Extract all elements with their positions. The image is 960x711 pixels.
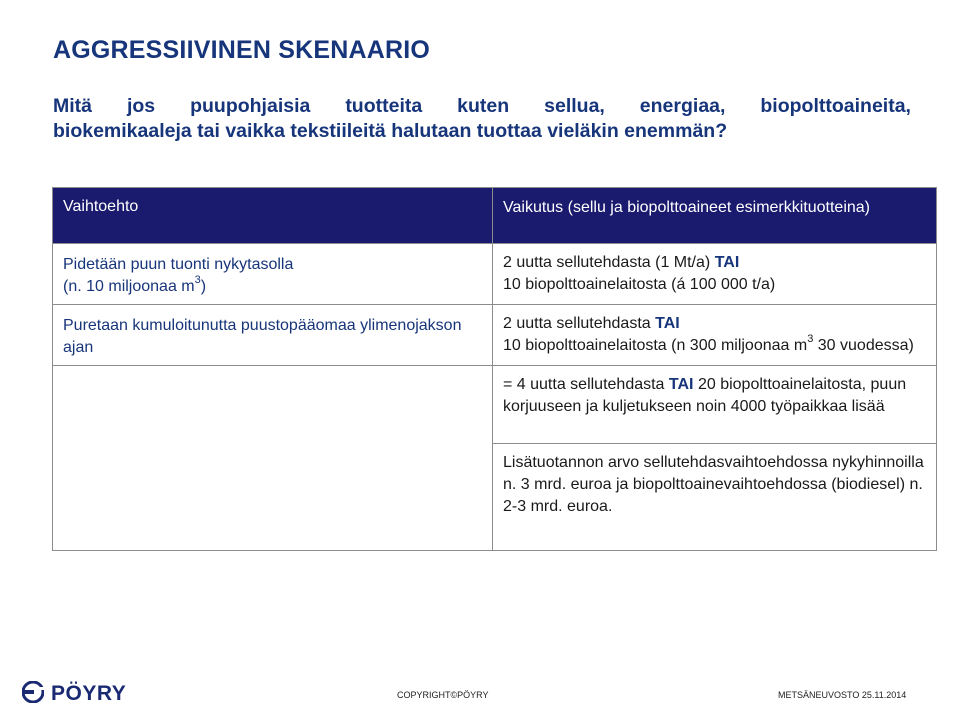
footer-event-date: METSÄNEUVOSTO 25.11.2014 bbox=[778, 690, 907, 700]
intro-word: energiaa, bbox=[639, 95, 726, 117]
impact-text-line bbox=[503, 252, 926, 274]
table-row bbox=[53, 305, 937, 366]
header-option: Vaihtoehto bbox=[53, 188, 493, 244]
table-row bbox=[53, 366, 937, 444]
impact-cell bbox=[493, 366, 937, 444]
impact-text: 30 vuodessa) bbox=[813, 337, 914, 354]
poyry-logo-icon bbox=[22, 681, 44, 708]
tai-keyword: TAI bbox=[714, 254, 740, 271]
option-cell: Puretaan kumuloitunutta puustopääomaa ylimenojakson ajan bbox=[53, 305, 493, 366]
intro-word: sellua, bbox=[544, 95, 605, 117]
option-text-line: Pidetään puun tuonti nykytasolla bbox=[63, 256, 294, 273]
option-text: ) bbox=[200, 278, 207, 295]
table-header-row bbox=[53, 188, 937, 244]
header-impact: Vaikutus (sellu ja biopolttoaineet esimerkkituotteina) bbox=[493, 188, 937, 244]
slide-title: AGGRESSIIVINEN SKENAARIO bbox=[53, 36, 431, 64]
impact-text: 2 uutta sellutehdasta (1 Mt/a) bbox=[503, 254, 711, 271]
tai-keyword: TAI bbox=[655, 315, 680, 332]
impact-cell: Lisätuotannon arvo sellutehdasvaihtoehdossa nykyhinnoilla n. 3 mrd. euroa ja biopolttoainevaihtoehdossa (biodiesel) n. 2-3 mrd. euroa. bbox=[493, 443, 937, 550]
superscript: 3 bbox=[807, 332, 814, 345]
impact-text-line: 10 biopolttoainelaitosta (á 100 000 t/a) bbox=[503, 276, 776, 293]
intro-line-1 bbox=[53, 94, 911, 119]
impact-text: 20 biopolttoainelaitosta, puun korjuuseen ja kuljetukseen noin 4000 työpaikkaa lisää bbox=[503, 376, 907, 415]
empty-option-cell bbox=[53, 366, 493, 551]
option-text-line bbox=[63, 273, 482, 298]
impact-text-line bbox=[503, 332, 926, 357]
impact-cell bbox=[493, 305, 937, 366]
intro-word: biopolttoaineita, bbox=[760, 95, 911, 117]
intro-word: tuotteita bbox=[345, 95, 423, 117]
impact-text: = 4 uutta sellutehdasta bbox=[503, 376, 665, 393]
impact-text-line bbox=[503, 313, 926, 335]
intro-word: kuten bbox=[457, 95, 510, 117]
table-row bbox=[53, 244, 937, 305]
impact-text: 2 uutta sellutehdasta bbox=[503, 315, 651, 332]
tai-keyword: TAI bbox=[668, 376, 694, 393]
intro-word: puupohjaisia bbox=[190, 95, 311, 117]
impact-cell bbox=[493, 244, 937, 305]
footer-copyright: COPYRIGHT©PÖYRY bbox=[397, 690, 489, 700]
impact-text: 10 biopolttoainelaitosta (n 300 miljoonaa m bbox=[503, 337, 808, 354]
superscript: 3 bbox=[194, 273, 201, 286]
intro-word: Mitä bbox=[53, 95, 92, 117]
intro-word: jos bbox=[126, 95, 156, 117]
option-cell bbox=[53, 244, 493, 305]
intro-question bbox=[53, 94, 911, 144]
scenario-table bbox=[52, 187, 937, 551]
option-text: (n. 10 miljoonaa m bbox=[63, 278, 195, 295]
intro-line-2: biokemikaaleja tai vaikka tekstiileitä halutaan tuottaa vieläkin enemmän? bbox=[53, 120, 728, 142]
logo-wordmark: PÖYRY bbox=[51, 682, 127, 705]
poyry-logo bbox=[22, 683, 126, 705]
